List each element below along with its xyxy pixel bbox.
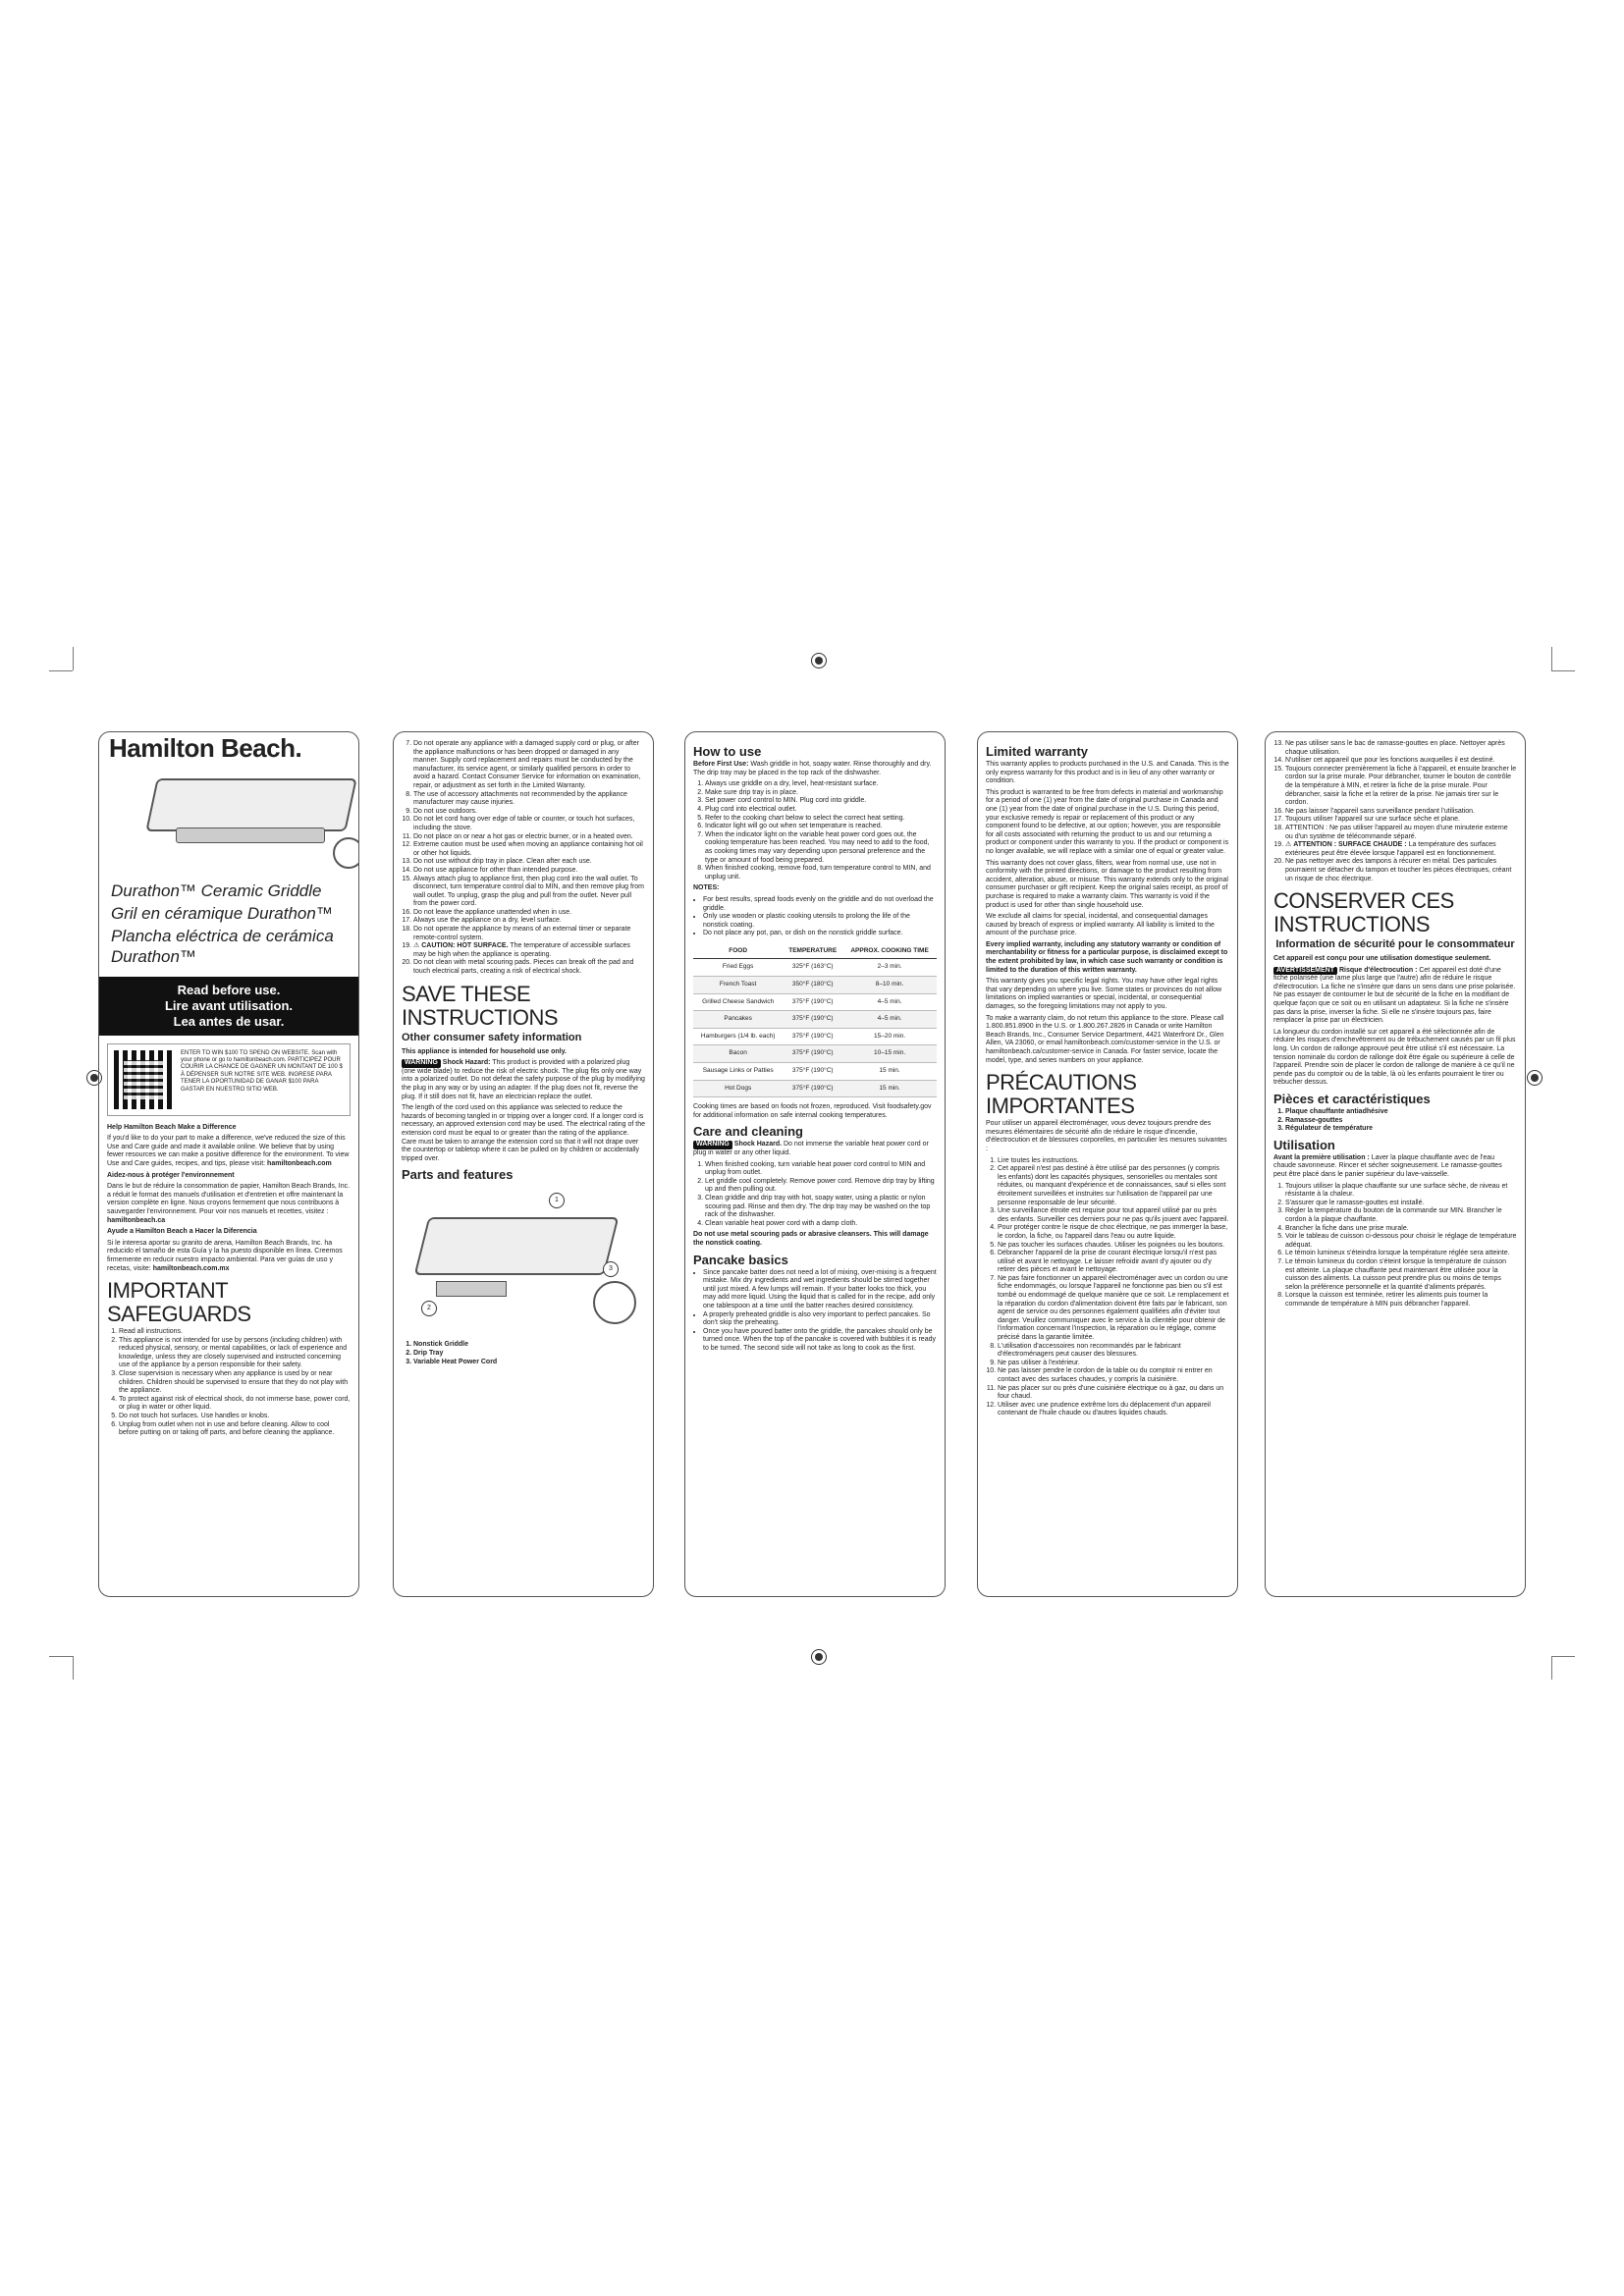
list-item: 5. Ne pas toucher les surfaces chaudes. Utiliser les poignées ou les boutons. bbox=[998, 1242, 1229, 1251]
care-title: Care and cleaning bbox=[693, 1124, 803, 1140]
column-header: APPROX. COOKING TIME bbox=[842, 944, 937, 959]
list-item: 2. This appliance is not intended for use by persons (including children) with reduced physical, sensory, or mental capabilities, or lack of experience and knowledge, unless they are closely supervised and instructed concerning use of the appliance by a person responsible for their safety. bbox=[119, 1337, 351, 1370]
safeguards-cont-list bbox=[402, 740, 645, 977]
list-item: 4. Clean variable heat power cord with a damp cloth. bbox=[705, 1220, 937, 1229]
crop-mark bbox=[1551, 647, 1552, 670]
list-item: 8. Lorsque la cuisson est terminée, retirer les aliments puis tourner la commande de température à MIN puis débrancher l'appareil. bbox=[1285, 1292, 1517, 1308]
list-item: 2. Ramasse-gouttes bbox=[1285, 1117, 1517, 1126]
household-note: This appliance is intended for household use only. bbox=[402, 1047, 567, 1055]
list-item: 2. Make sure drip tray is in place. bbox=[705, 789, 937, 798]
safeguards-list bbox=[107, 1328, 351, 1438]
pancake-title: Pancake basics bbox=[693, 1252, 788, 1267]
list-item: 6. Débrancher l'appareil de la prise de courant électrique lorsqu'il n'est pas utilisé et avant le nettoyage. Le laisser refroidir avant d'y ajouter ou d'y retirer des pièces et avant le nettoyage. bbox=[998, 1250, 1229, 1275]
list-item: 3. Set power cord control to MIN. Plug cord into griddle. bbox=[705, 797, 937, 806]
list-item: 7. Le témoin lumineux du cordon s'éteint lorsque la température de cuisson est atteinte. La plaque chauffante peut maintenant être utilisée pour la cuisson des aliments. La cuisson peut prendre plus ou moins de temps selon la préférence personnelle et la quantité d'aliments préparés. bbox=[1285, 1258, 1517, 1292]
list-item: 8. When finished cooking, remove food, turn temperature control to MIN, and unplug unit. bbox=[705, 865, 937, 881]
list-item: • A properly preheated griddle is also very important to perfect pancakes. So don't skip the preheating. bbox=[703, 1311, 937, 1328]
list-item: • Only use wooden or plastic cooking utensils to prolong the life of the nonstick coating. bbox=[703, 913, 937, 930]
list-item: 2. Cet appareil n'est pas destiné à être utilisé par des personnes (y compris les enfants) dont les capacités physiques, sensorielles ou mentales sont réduites, ou manquant d'expérience et de connaissances, sauf si elles sont étroitement surveillées et instruites sur l'utilisation de l'appareil par une personne responsable de leur sécurité. bbox=[998, 1165, 1229, 1207]
list-item: 20. Ne pas nettoyer avec des tampons à récurer en métal. Des particules pourraient se détacher du tampon et toucher les pièces électriques, créant un risque de choc électrique. bbox=[1285, 858, 1517, 883]
shock-paragraph: WARNING Shock Hazard: This product is provided with a polarized plug (one wide blade) to reduce the risk of electric shock. The plug fits only one way into a polarized outlet. Do not defeat the safety purpose of the plug by modifying the plug in any way or by using an adapter. If the plug does not fit, reverse the plug. If it still does not fit, have an electrician replace the outlet. bbox=[402, 1059, 645, 1100]
list-item: 17. Always use the appliance on a dry, level surface. bbox=[413, 917, 645, 926]
panel-warranty bbox=[977, 731, 1238, 1597]
table-row: Pancakes 375°F (190°C) 4–5 min. bbox=[693, 1011, 937, 1029]
list-item: 11. Do not place on or near a hot gas or electric burner, or in a heated oven. bbox=[413, 833, 645, 842]
care-warning: WARNING Shock Hazard. Do not immerse the variable heat power cord or plug in water or any other liquid. bbox=[693, 1141, 929, 1156]
list-item: 4. Pour protéger contre le risque de choc électrique, ne pas immerger la base, le cordon, la fiche, ou l'appareil dans l'eau ou autre liquide. bbox=[998, 1224, 1229, 1241]
list-item: 8. The use of accessory attachments not recommended by the appliance manufacturer may cause injuries. bbox=[413, 791, 645, 808]
read-before-es: Lea antes de usar. bbox=[173, 1013, 285, 1029]
griddle-image bbox=[107, 759, 351, 875]
conserver-title: CONSERVER CES INSTRUCTIONS bbox=[1273, 888, 1454, 937]
help-link[interactable]: hamiltonbeach.com bbox=[267, 1159, 332, 1167]
list-item: 2. S'assurer que le ramasse-gouttes est installé. bbox=[1285, 1200, 1517, 1208]
warning-badge: WARNING bbox=[402, 1059, 441, 1068]
warning-triangle-icon: ⚠ bbox=[1285, 841, 1292, 849]
column-header: TEMPERATURE bbox=[783, 944, 842, 959]
list-item: 1. Toujours utiliser la plaque chauffante sur une surface sèche, de niveau et résistante à la chaleur. bbox=[1285, 1183, 1517, 1200]
read-before-banner bbox=[99, 977, 358, 1036]
warning-triangle-icon: ⚠ bbox=[413, 942, 420, 950]
table-row: Grilled Cheese Sandwich 375°F (190°C) 4–5 min. bbox=[693, 993, 937, 1011]
list-item: 1. Lire toutes les instructions. bbox=[998, 1157, 1229, 1166]
fr-cont-list bbox=[1273, 740, 1517, 883]
warranty-claim: To make a warranty claim, do not return this appliance to the store. Please call 1.800.851.8900 in the U.S. or 1.800.267.2826 in Canada or write Hamilton Beach Brands, Inc., Consumer Service Department, 4421 Waterfront Dr., Glen Allen, VA 23060, or email hamiltonbeach.com/customer-service in the U.S. or hamiltonbeach.ca/customer-service in Canada. For faster service, locate the model, type, and series numbers on your appliance. bbox=[986, 1014, 1224, 1064]
panel-cover bbox=[98, 731, 359, 1597]
fr-household: Cet appareil est conçu pour une utilisation domestique seulement. bbox=[1273, 955, 1491, 963]
how-steps bbox=[693, 780, 937, 881]
list-item: 12. Utiliser avec une prudence extrême lors du déplacement d'un appareil contenant de l'huile chaude ou d'autres liquides chauds. bbox=[998, 1402, 1229, 1418]
list-item: • Do not place any pot, pan, or dish on the nonstick griddle surface. bbox=[703, 930, 937, 938]
table-note: Cooking times are based on foods not frozen, reproduced. Visit foodsafety.gov for additional information on safe internal cooking temperatures. bbox=[693, 1103, 932, 1119]
list-item: 15. Always attach plug to appliance first, then plug cord into the wall outlet. To disconnect, turn temperature control dial to MIN, and then remove plug from wall outlet. To unplug, grasp the plug and pull from the outlet. Never pull from the power cord. bbox=[413, 876, 645, 909]
info-securite-title: Information de sécurité pour le consommateur bbox=[1275, 938, 1515, 951]
safeguards-title: IMPORTANT SAFEGUARDS bbox=[107, 1278, 251, 1327]
read-before-en: Read before use. bbox=[177, 982, 281, 997]
warning-badge: AVERTISSEMENT bbox=[1273, 967, 1337, 976]
pieces-title: Pièces et caractéristiques bbox=[1273, 1092, 1431, 1106]
crop-mark bbox=[49, 1656, 73, 1657]
read-before-fr: Lire avant utilisation. bbox=[164, 997, 294, 1013]
list-item: 14. N'utiliser cet appareil que pour les fonctions auxquelles il est destiné. bbox=[1285, 757, 1517, 766]
list-item: • For best results, spread foods evenly on the griddle and do not overload the griddle. bbox=[703, 896, 937, 913]
table-row: French Toast 350°F (180°C) 8–10 min. bbox=[693, 977, 937, 994]
help-title-es: Ayude a Hamilton Beach a Hacer la Diferencia bbox=[107, 1228, 257, 1236]
list-item: • Once you have poured batter onto the griddle, the pancakes should only be turned once. When the top of the pancake is covered with bubbles it is ready to be turned. The second side will not take as long to cook as the first. bbox=[703, 1328, 937, 1354]
help-link-fr[interactable]: hamiltonbeach.ca bbox=[107, 1216, 166, 1224]
avant-premiere: Avant la première utilisation : Laver la plaque chauffante avec de l'eau chaude savonneuse. Rincer et sécher soigneusement. Le ramasse-gouttes peut être placé dans le panier supérieur du lave-vaisselle. bbox=[1273, 1153, 1502, 1178]
list-item: 14. Do not use appliance for other than intended purpose. bbox=[413, 867, 645, 876]
list-item: 12. Extreme caution must be used when moving an appliance containing hot oil or other hot liquids. bbox=[413, 841, 645, 858]
care-steps bbox=[693, 1161, 937, 1229]
list-item: 19. ⚠ ATTENTION : SURFACE CHAUDE : La température des surfaces extérieures peut être élevée lorsque l'appareil est en fonctionnement. bbox=[1285, 841, 1517, 858]
crop-mark bbox=[1551, 670, 1575, 671]
product-title-en: Durathon™ Ceramic Griddle bbox=[111, 881, 322, 900]
list-item: 4. Plug cord into electrical outlet. bbox=[705, 806, 937, 815]
list-item: 3. Variable Heat Power Cord bbox=[413, 1359, 645, 1367]
callout-2: 2 bbox=[421, 1301, 437, 1316]
list-item: 1. Nonstick Griddle bbox=[413, 1341, 645, 1350]
list-item: 3. Régler la température du bouton de la commande sur MIN. Brancher le cordon à la plaque chauffante. bbox=[1285, 1207, 1517, 1224]
callout-1: 1 bbox=[549, 1193, 565, 1208]
list-item: 13. Ne pas utiliser sans le bac de ramasse-gouttes en place. Nettoyer après chaque utilisation. bbox=[1285, 740, 1517, 757]
brand-logo: Hamilton Beach. bbox=[109, 733, 302, 763]
list-item: 7. Ne pas faire fonctionner un appareil électroménager avec un cordon ou une fiche endommagés, ou lorsque l'appareil ne fonctionne pas bien ou s'il est tombé ou endommagé de quelque manière que ce soit. Le remplacement et la réparation du cordon d'alimentation doivent être faits par le fabricant, son agent de service ou des personnes également qualifiées afin d'éviter tout danger. Veuillez communiquer avec le service à la clientèle pour obtenir de l'information concernant l'inspection, la réparation ou le réglage, comme précisé dans la garantie limitée. bbox=[998, 1275, 1229, 1343]
care-bold-note: Do not use metal scouring pads or abrasive cleansers. This will damage the nonstick coating. bbox=[693, 1231, 929, 1247]
list-item: 6. Unplug from outlet when not in use and before cleaning. Allow to cool before putting on or taking off parts, and before cleaning the appliance. bbox=[119, 1421, 351, 1438]
list-item: 4. Brancher la fiche dans une prise murale. bbox=[1285, 1225, 1517, 1234]
list-item: 9. Ne pas utiliser à l'extérieur. bbox=[998, 1360, 1229, 1368]
crop-mark bbox=[49, 670, 73, 671]
list-item: 1. When finished cooking, turn variable heat power cord control to MIN and unplug from outlet. bbox=[705, 1161, 937, 1178]
panel-safety bbox=[393, 731, 654, 1597]
list-item: 16. Do not leave the appliance unattended when in use. bbox=[413, 909, 645, 918]
qr-code-icon[interactable] bbox=[114, 1050, 173, 1109]
list-item: 13. Do not use without drip tray in place. Clean after each use. bbox=[413, 858, 645, 867]
precautions-intro: Pour utiliser un appareil électroménager, vous devez toujours prendre des mesures élémentaires de sécurité afin de réduire le risque d'incendie, d'électrocution et de blessures corporelles, en particulier les mesures suivantes : bbox=[986, 1120, 1227, 1152]
before-first-use: Before First Use: Wash griddle in hot, soapy water. Rinse thoroughly and dry. The drip tray may be placed in the top rack of the dishwasher. bbox=[693, 761, 932, 776]
list-item: 15. Toujours connecter premièrement la fiche à l'appareil, et ensuite brancher le cordon sur la prise murale. Pour débrancher, tourner le bouton de contrôle de la température à MIN, et retirer la fiche de la prise murale. Pour débrancher, saisir la fiche et la retirer de la prise. Ne jamais tirer sur le cordon. bbox=[1285, 766, 1517, 808]
parts-list bbox=[402, 1341, 645, 1366]
list-item: 3. Une surveillance étroite est requise pour tout appareil utilisé par ou près des enfants. Surveiller ces derniers pour ne pas qu'ils jouent avec l'appareil. bbox=[998, 1207, 1229, 1224]
list-item: 11. Ne pas placer sur ou près d'une cuisinière électrique ou à gaz, ou dans un four chaud. bbox=[998, 1385, 1229, 1402]
parts-diagram bbox=[402, 1188, 645, 1335]
how-to-use-title: How to use bbox=[693, 744, 762, 759]
list-item: 3. Régulateur de température bbox=[1285, 1125, 1517, 1134]
list-item: 10. Do not let cord hang over edge of table or counter, or touch hot surfaces, including the stove. bbox=[413, 816, 645, 832]
list-item: 17. Toujours utiliser l'appareil sur une surface sèche et plane. bbox=[1285, 816, 1517, 825]
list-item: 4. To protect against risk of electrical shock, do not immerse base, power cord, or plug in water or other liquid. bbox=[119, 1396, 351, 1413]
crop-mark bbox=[73, 647, 74, 670]
utilisation-title: Utilisation bbox=[1273, 1137, 1335, 1152]
callout-3: 3 bbox=[603, 1261, 619, 1277]
cooking-chart bbox=[693, 944, 937, 1097]
warranty-bold: Every implied warranty, including any statutory warranty or condition of merchantability or fitness for a particular purpose, is disclaimed except to the extent prohibited by law, in which case such warranty or condition is limited to the duration of this written warranty. bbox=[986, 940, 1228, 974]
list-item: 8. L'utilisation d'accessoires non recommandés par le fabricant d'électroménagers peut causer des blessures. bbox=[998, 1343, 1229, 1360]
list-item: 7. When the indicator light on the variable heat power cord goes out, the cooking temperature has been reached. You may need to add to the food, as cooking times may vary depending upon personal preference and the type or amount of food being prepared. bbox=[705, 831, 937, 865]
list-item: 20. Do not clean with metal scouring pads. Pieces can break off the pad and touch electrical parts, creating a risk of electrical shock. bbox=[413, 959, 645, 976]
notes-label: NOTES: bbox=[693, 884, 720, 892]
crop-mark bbox=[1551, 1656, 1552, 1680]
help-text-fr: Dans le but de réduire la consommation de papier, Hamilton Beach Brands, Inc. a réduit le format des manuels d'utilisation et d'entretien et offre maintenant la version complète en ligne. Nous croyons fermement que nous contribuons à sauvegarder l'environnement. Pour voir nos manuels et recettes, visitez : hamiltonbeach.ca bbox=[107, 1183, 351, 1224]
save-instructions-title: SAVE THESE INSTRUCTIONS bbox=[402, 981, 558, 1030]
warranty-paragraph: We exclude all claims for special, incidental, and consequential damages caused by breach of express or implied warranty. All liability is limited to the amount of the purchase price. bbox=[986, 913, 1215, 937]
notes-list bbox=[693, 896, 937, 938]
list-item: 18. Do not operate the appliance by means of an external timer or separate remote-control system. bbox=[413, 926, 645, 942]
list-item: 6. Indicator light will go out when set temperature is reached. bbox=[705, 823, 937, 831]
product-title-es: Plancha eléctrica de cerámica Durathon™ bbox=[111, 926, 334, 966]
panel-how-to-use bbox=[684, 731, 946, 1597]
list-item: 1. Plaque chauffante antiadhésive bbox=[1285, 1108, 1517, 1117]
crop-mark bbox=[73, 1656, 74, 1680]
fr-cord-paragraph: La longueur du cordon installé sur cet appareil a été sélectionnée afin de réduire les risques d'enchevêtrement ou de trébuchement causés par un fil plus long. Un cordon de rallonge approuvé peut être utilisé s'il est nécessaire. La tension nominale du cordon de rallonge doit être égale ou supérieure à celle de l'appareil. Prendre soin de placer le cordon de rallonge de manière à ce qu'il ne pende pas du comptoir ou de la table, là où les enfants pourraient le tirer ou trébucher dessus. bbox=[1273, 1028, 1516, 1087]
list-item: 5. Do not touch hot surfaces. Use handles or knobs. bbox=[119, 1413, 351, 1421]
table-row: Bacon 375°F (190°C) 10–15 min. bbox=[693, 1045, 937, 1063]
list-item: 2. Let griddle cool completely. Remove power cord. Remove drip tray by lifting up and then pulling out. bbox=[705, 1178, 937, 1195]
table-row: Sausage Links or Patties 375°F (190°C) 15 min. bbox=[693, 1063, 937, 1081]
list-item: 2. Drip Tray bbox=[413, 1350, 645, 1359]
list-item: 1. Read all instructions. bbox=[119, 1328, 351, 1337]
pieces-list bbox=[1273, 1108, 1517, 1134]
help-title-fr: Aidez-nous à protéger l'environnement bbox=[107, 1171, 235, 1179]
qr-text: ENTER TO WIN $100 TO SPEND ON WEBSITE. Scan with your phone or go to hamiltonbeach.com. PARTICIPEZ POUR COURIR LA CHANCE DE GAGNER UN MONTANT DE 100 $ À DÉPENSER SUR NOTRE SITE WEB. INGRESE PARA TENER LA OPORTUNIDAD DE GANAR $100 PARA GASTAR EN NUESTRO SITIO WEB. bbox=[181, 1049, 343, 1093]
list-item: 10. Ne pas laisser pendre le cordon de la table ou du comptoir ni entrer en contact avec des surfaces chaudes, y compris la cuisinière. bbox=[998, 1367, 1229, 1384]
list-item: 3. Clean griddle and drip tray with hot, soapy water, using a plastic or nylon scouring pad. Rinse and then dry. The drip tray may be washed on the top rack of the dishwasher. bbox=[705, 1195, 937, 1220]
warning-badge: WARNING bbox=[693, 1141, 732, 1149]
other-safety-title: Other consumer safety information bbox=[402, 1031, 582, 1043]
table-row: Fried Eggs 325°F (163°C) 2–3 min. bbox=[693, 959, 937, 977]
warranty-paragraph: This warranty applies to products purchased in the U.S. and Canada. This is the only express warranty for this product and is in lieu of any other warranty or condition. bbox=[986, 761, 1229, 785]
precautions-list bbox=[986, 1157, 1229, 1418]
help-title: Help Hamilton Beach Make a Difference bbox=[107, 1123, 237, 1131]
help-link-es[interactable]: hamiltonbeach.com.mx bbox=[152, 1264, 230, 1272]
list-item: 7. Do not operate any appliance with a damaged supply cord or plug, or after the appliance malfunctions or has been dropped or damaged in any manner. Supply cord replacement and repairs must be conducted by the manufacturer, its service agent, or similarly qualified persons in order to avoid a hazard. Contact Consumer Service for information on examination, repair, or adjustment as set forth in the Limited Warranty. bbox=[413, 740, 645, 791]
warranty-paragraph: This product is warranted to be free from defects in material and workmanship for a period of one (1) year from the date of original purchase in Canada and one (1) year from the date of original purchase in the U.S. During this period, your exclusive remedy is repair or replacement of this product or any component found to be defective, at our option; however, you are responsible for all costs associated with returning the product to us and our returning a product or component under this warranty to you. If the product or component is no longer available, we will replace with a similar one of equal or greater value. bbox=[986, 788, 1229, 855]
list-item: 9. Do not use outdoors. bbox=[413, 808, 645, 817]
pancake-tips bbox=[693, 1269, 937, 1354]
registration-mark bbox=[1527, 1070, 1543, 1086]
product-title-fr: Gril en céramique Durathon™ bbox=[111, 903, 333, 923]
precautions-title: PRÉCAUTIONS IMPORTANTES bbox=[986, 1070, 1137, 1119]
list-item: 5. Refer to the cooking chart below to select the correct heat setting. bbox=[705, 815, 937, 824]
warranty-rights: This warranty gives you specific legal rights. You may have other legal rights that vary depending on where you live. Some states or provinces do not allow limitations on implied warranties or special, incidental, or consequential damages, so the foregoing limitations may not apply to you. bbox=[986, 978, 1222, 1011]
panel-french bbox=[1265, 731, 1526, 1597]
fr-shock-paragraph: AVERTISSEMENT Risque d'électrocution : Cet appareil est doté d'une fiche polarisée (une lame plus large que l'autre) afin de réduire le risque d'électrocution. La fiche ne s'insère que dans un sens dans une prise polarisée. Ne pas essayer de contourner le but de sécurité de la fiche en la modifiant de quelque façon que ce soit ou en utilisant un adaptateur. Si la fiche ne s'insère pas dans la prise, inverser la fiche. Si elle ne s'insère toujours pas, faire remplacer la prise par un électricien. bbox=[1273, 966, 1516, 1025]
list-item: 5. Voir le tableau de cuisson ci-dessous pour choisir le réglage de température adéquat. bbox=[1285, 1233, 1517, 1250]
help-text: If you'd like to do your part to make a difference, we've reduced the size of this Use and Care guide and made it available online. We believe that by using fewer resources we can make a positive difference for the environment. To view Use and Care guides, recipes, and tips, please visit: hamiltonbeach.com bbox=[107, 1135, 350, 1167]
help-text-es: Si le interesa aportar su granito de arena, Hamilton Beach Brands, Inc. ha reducido el tamaño de esta Guía y la ha puesto disponible en línea. Creemos firmemente en reducir nuestro impacto ambiental. Para ver guías de uso y recetas, visite: hamiltonbeach.com.mx bbox=[107, 1239, 343, 1272]
crop-mark bbox=[1551, 1656, 1575, 1657]
cord-paragraph: The length of the cord used on this appliance was selected to reduce the hazards of becoming tangled in or tripping over a longer cord. If a longer cord is necessary, an approved extension cord may be used. The electrical rating of the extension cord must be equal to or greater than the rating of the appliance. Care must be taken to arrange the extension cord so that it will not drape over the countertop or tabletop where it can be pulled on by children or accidentally tripped over. bbox=[402, 1104, 645, 1162]
util-steps bbox=[1273, 1183, 1517, 1309]
warranty-paragraph: This warranty does not cover glass, filters, wear from normal use, use not in conformity with the printed directions, or damage to the product resulting from accident, alteration, abuse, or misuse. This warranty extends only to the original consumer purchaser or gift recipient. Keep the original sales receipt, as proof of purchase is required to make a warranty claim. This warranty is void if the product is used for other than single household use. bbox=[986, 859, 1228, 909]
warranty-title: Limited warranty bbox=[986, 744, 1089, 759]
list-item: • Since pancake batter does not need a lot of mixing, over-mixing is a frequent mistake. Mix dry ingredients and wet ingredients should be stirred together until just mixed. A few lumps will remain. If your batter looks too thick, you may add more liquid. Using the liquid that is called for in the recipe, add only one tablespoon at a time until the batter reaches desired consistency. bbox=[703, 1269, 937, 1311]
list-item: 3. Close supervision is necessary when any appliance is used by or near children. Children should be supervised to ensure that they do not play with the appliance. bbox=[119, 1370, 351, 1396]
table-row: Hamburgers (1/4 lb. each) 375°F (190°C) 15–20 min. bbox=[693, 1028, 937, 1045]
list-item: 1. Always use griddle on a dry, level, heat-resistant surface. bbox=[705, 780, 937, 789]
list-item: 16. Ne pas laisser l'appareil sans surveillance pendant l'utilisation. bbox=[1285, 808, 1517, 817]
registration-mark bbox=[811, 653, 827, 668]
registration-mark bbox=[811, 1649, 827, 1665]
list-item: 6. Le témoin lumineux s'éteindra lorsque la température réglée sera atteinte. bbox=[1285, 1250, 1517, 1258]
table-row: Hot Dogs 375°F (190°C) 15 min. bbox=[693, 1080, 937, 1097]
list-item: 18. ATTENTION : Ne pas utiliser l'appareil au moyen d'une minuterie externe ou d'un système de télécommande séparé. bbox=[1285, 825, 1517, 841]
qr-promo bbox=[107, 1043, 351, 1116]
list-item: 19. ⚠ CAUTION: HOT SURFACE. The temperature of accessible surfaces may be high when the appliance is operating. bbox=[413, 942, 645, 959]
column-header: FOOD bbox=[693, 944, 783, 959]
parts-title: Parts and features bbox=[402, 1167, 514, 1183]
